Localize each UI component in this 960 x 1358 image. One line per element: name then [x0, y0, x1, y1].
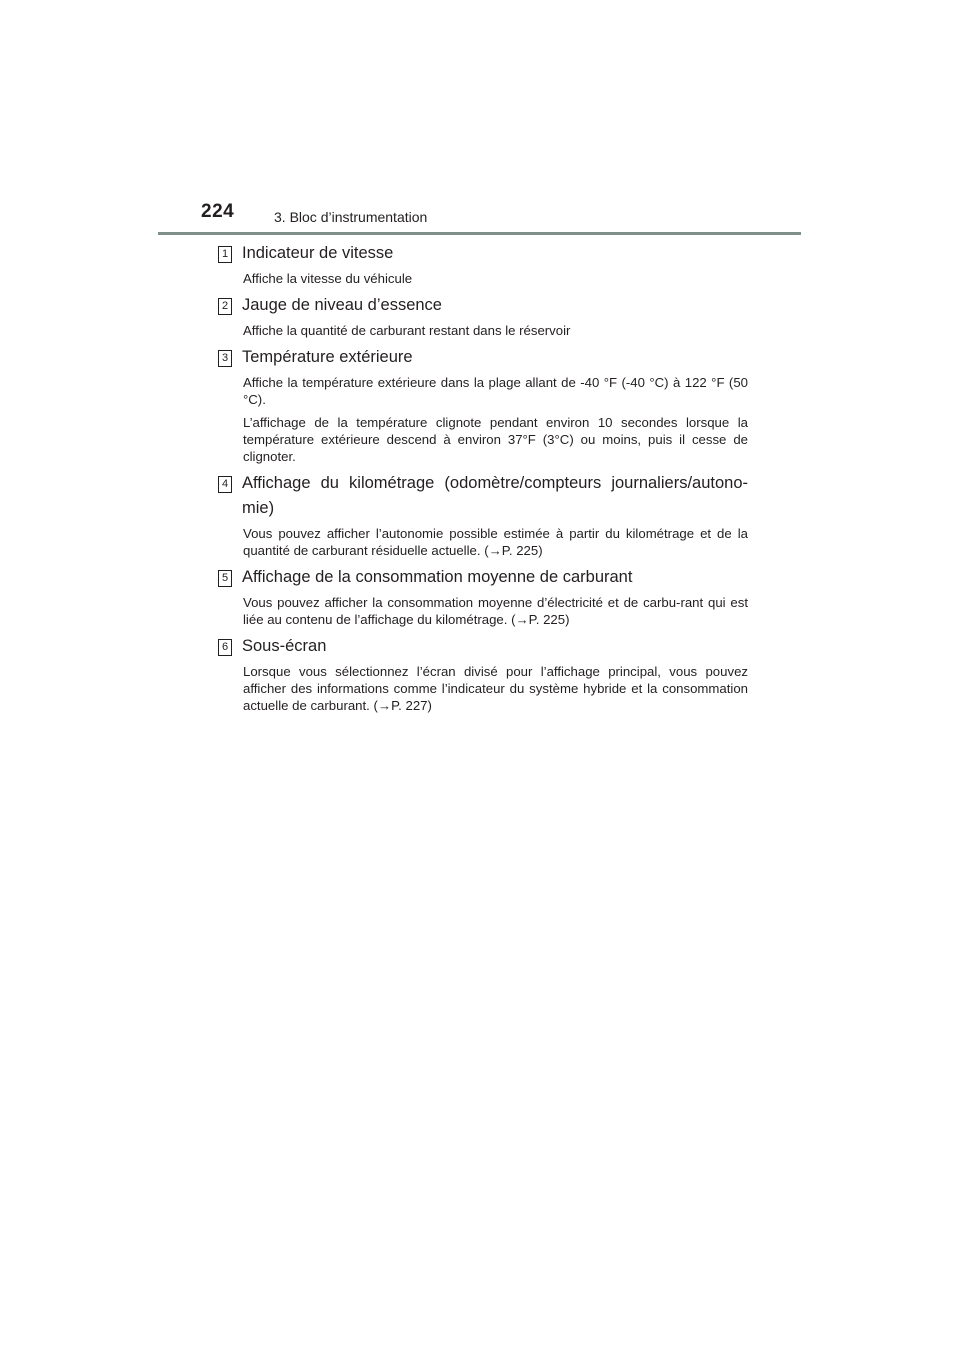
item-title: Jauge de niveau d’essence [242, 296, 442, 314]
section-title: 3. Bloc d’instrumentation [274, 209, 428, 225]
item-description: Lorsque vous sélectionnez l’écran divisé pour l’affichage principal, vous pouvez afficher des informations comme l’indicateur du système hybride et la consommation actuelle de carburant. (→P. 227) [243, 664, 748, 713]
list-item [218, 565, 748, 628]
page-number: 224 [201, 201, 235, 222]
item-description: Affiche la vitesse du véhicule [243, 271, 413, 286]
item-description: L’affichage de la température clignote pendant environ 10 secondes lorsque la température extérieure descend à environ 37°F (3°C) ou moins, puis il cesse de clignoter. [243, 415, 748, 464]
list-item [218, 241, 748, 287]
item-description: Vous pouvez afficher l’autonomie possible estimée à partir du kilométrage et de la quantité de carburant résiduelle actuelle. (→P. 225) [243, 526, 748, 558]
item-title: Affichage de la consommation moyenne de carburant [242, 568, 633, 586]
item-title: Sous-écran [242, 637, 327, 655]
item-title: Affichage du kilométrage (odomètre/compteurs journaliers/autono-mie) [242, 474, 748, 517]
list-item [218, 471, 748, 559]
item-title: Température extérieure [242, 348, 413, 366]
item-number-badge: 6 [218, 639, 232, 656]
item-description: Affiche la température extérieure dans la plage allant de -40 °F (-40 °C) à 122 °F (50 °C). [243, 375, 748, 407]
item-number-badge: 2 [218, 298, 232, 315]
item-list [218, 241, 748, 720]
item-number-badge: 4 [218, 476, 232, 493]
item-title: Indicateur de vitesse [242, 244, 394, 262]
list-item [218, 293, 748, 339]
item-number-badge: 1 [218, 246, 232, 263]
list-item [218, 345, 748, 465]
list-item [218, 634, 748, 714]
item-number-badge: 5 [218, 570, 232, 587]
item-description: Affiche la quantité de carburant restant dans le réservoir [243, 323, 571, 338]
item-number-badge: 3 [218, 350, 232, 367]
header-rule [158, 232, 801, 235]
item-description: Vous pouvez afficher la consommation moyenne d’électricité et de carbu-rant qui est liée au contenu de l’affichage du kilométrage. (→P. 225) [243, 595, 748, 627]
